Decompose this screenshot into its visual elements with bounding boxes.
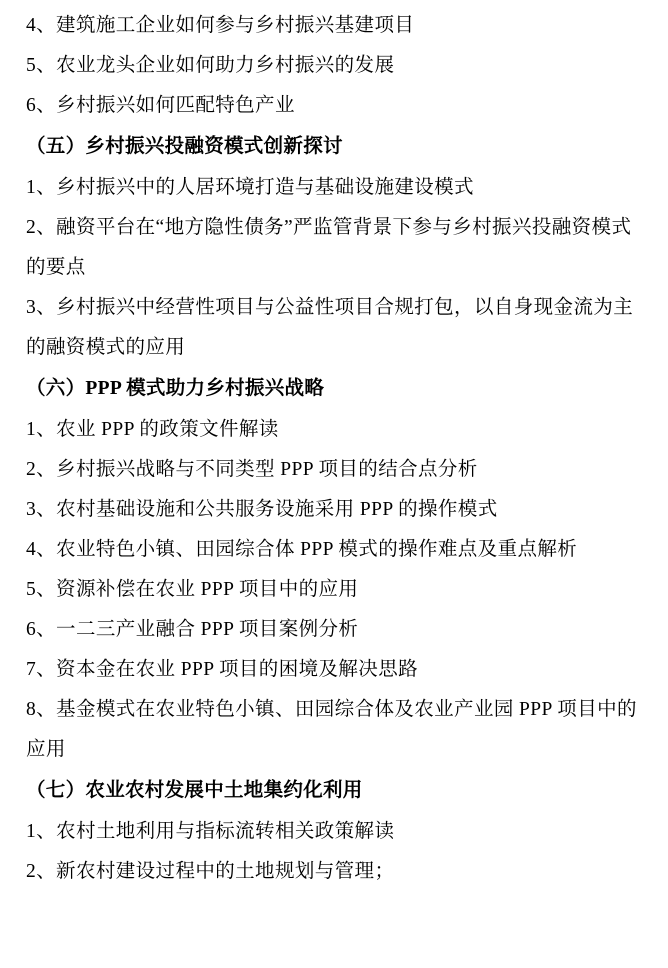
list-item: 5、资源补偿在农业 PPP 项目中的应用	[26, 579, 359, 600]
list-item: 2、乡村振兴战略与不同类型 PPP 项目的结合点分析	[26, 459, 478, 480]
list-item: 6、乡村振兴如何匹配特色产业	[26, 95, 295, 116]
list-item: 2、新农村建设过程中的土地规划与管理；	[26, 861, 395, 882]
list-item: 7、资本金在农业 PPP 项目的困境及解决思路	[26, 659, 419, 680]
list-item: 1、农村土地利用与指标流转相关政策解读	[26, 821, 395, 842]
list-item: 8、基金模式在农业特色小镇、田园综合体及农业产业园 PPP 项目中的应用	[26, 699, 637, 760]
list-item: 4、农业特色小镇、田园综合体 PPP 模式的操作难点及重点解析	[26, 539, 578, 560]
section-heading: （六）PPP 模式助力乡村振兴战略	[26, 378, 325, 399]
list-item: 2、融资平台在“地方隐性债务”严监管背景下参与乡村振兴投融资模式的要点	[26, 217, 632, 278]
list-item: 1、农业 PPP 的政策文件解读	[26, 419, 279, 440]
list-item: 5、农业龙头企业如何助力乡村振兴的发展	[26, 55, 395, 76]
list-item: 4、建筑施工企业如何参与乡村振兴基建项目	[26, 15, 415, 36]
list-item: 6、一二三产业融合 PPP 项目案例分析	[26, 619, 359, 640]
list-item: 3、乡村振兴中经营性项目与公益性项目合规打包，以自身现金流为主的融资模式的应用	[26, 297, 634, 358]
section-heading: （五）乡村振兴投融资模式创新探讨	[26, 136, 343, 157]
list-item: 3、农村基础设施和公共服务设施采用 PPP 的操作模式	[26, 499, 498, 520]
list-item: 1、乡村振兴中的人居环境打造与基础设施建设模式	[26, 177, 474, 198]
document-body	[26, 6, 642, 892]
section-heading: （七）农业农村发展中土地集约化利用	[26, 780, 363, 801]
